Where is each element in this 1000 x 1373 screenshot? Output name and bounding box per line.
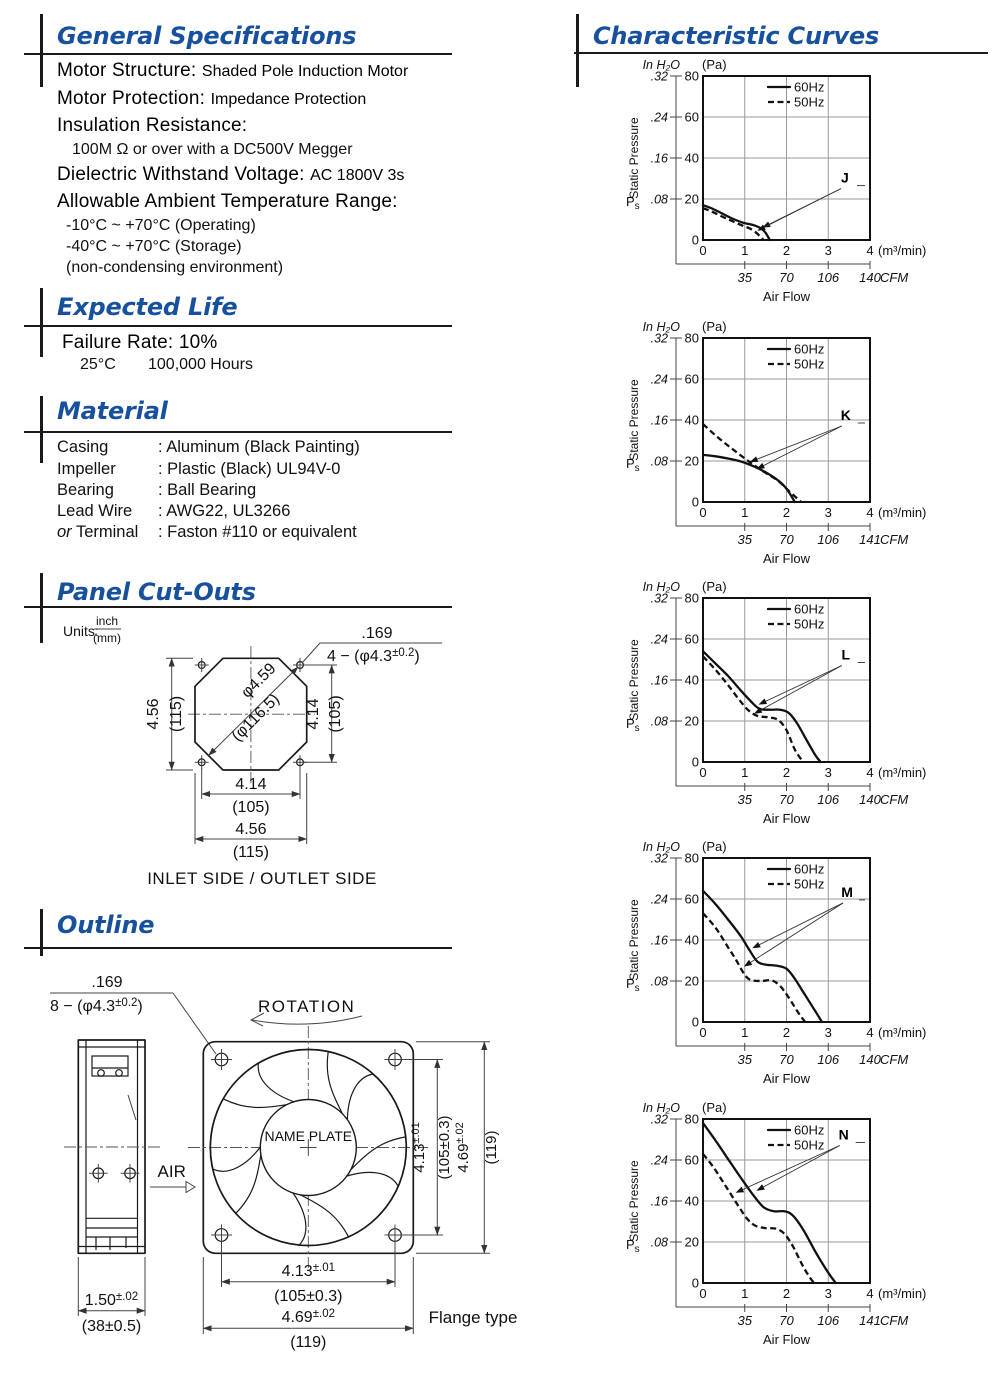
svg-text:0: 0 [691,1275,699,1291]
svg-text:.16: .16 [650,933,668,948]
frame-h: $4.69^{\pm.02}$ [281,1308,336,1326]
rotation-label: ROTATION [258,997,356,1016]
outline-callout-size: .169 [91,974,123,991]
material-label: Casing [57,438,109,456]
svg-text:1: 1 [741,1025,749,1040]
frame-v: $4.69^{\pm.02}$ [454,1122,472,1173]
svg-text:40: 40 [684,412,699,428]
svg-text:80: 80 [684,590,699,606]
svg-text:3: 3 [824,1286,832,1301]
svg-text:.32: .32 [650,331,668,346]
legend-60hz: 60Hz [794,79,825,95]
svg-text:140: 140 [859,1052,881,1067]
holes-h-mm: (105) [232,799,270,816]
material-value: : Plastic (Black) UL94V-0 [158,460,341,478]
svg-text:20: 20 [684,1234,699,1250]
ambient-storage: -40°C ~ +70°C (Storage) [66,238,242,255]
section-bar-panel-cutouts [40,573,43,643]
svg-text:140: 140 [859,792,881,807]
legend-60hz: 60Hz [794,341,825,357]
material-label: Lead Wire [57,502,133,520]
front-view [188,1026,428,1268]
y-unit-pa: (Pa) [702,319,727,334]
cfm-unit: CFM [880,1052,909,1067]
chart-L [618,580,958,842]
svg-text:.16: .16 [650,151,668,166]
svg-text:4: 4 [866,1286,874,1301]
rule-curves [574,52,988,54]
svg-text:141: 141 [859,532,881,547]
svg-text:60: 60 [684,891,699,907]
section-bar-material [40,396,43,463]
failure-rate: Failure Rate: 10% [62,332,218,353]
svg-text:20: 20 [684,713,699,729]
svg-text:60: 60 [684,109,699,125]
hole-span-h-mm: (105±0.3) [274,1288,343,1305]
svg-text:106: 106 [817,1313,840,1328]
x-axis-label: Air Flow [763,811,810,826]
holes-v-mm: (105) [327,695,344,733]
svg-text:3: 3 [824,765,832,780]
svg-text:1: 1 [741,505,749,520]
chart-J-svg [618,58,958,320]
chart-K [618,320,958,582]
y-axis-label: Static Pressure [627,639,641,721]
svg-text:70: 70 [779,270,794,285]
rule-outline [24,947,452,949]
expected-life-title: Expected Life [57,293,238,321]
curve-label-K: K [840,407,851,423]
svg-text:1: 1 [741,243,749,258]
svg-text:35: 35 [737,270,752,285]
curve-50Hz [703,656,803,762]
svg-text:141: 141 [859,1313,881,1328]
svg-text:.16: .16 [650,673,668,688]
height-inch: 4.56 [145,698,162,730]
insulation-value: 100M Ω or over with a DC500V Megger [72,141,353,158]
life-temperature: 25°C [80,356,116,373]
svg-text:2: 2 [782,505,791,520]
frame-h-mm: (119) [290,1334,327,1351]
motor-structure-row [57,60,408,82]
y-unit-pa: (Pa) [702,1100,727,1115]
diameter-mm: (φ116.5) [228,690,284,746]
svg-text:106: 106 [817,792,840,807]
name-plate: NAME PLATE [264,1128,353,1144]
legend-50hz: 50Hz [794,1137,825,1153]
section-bar-expected-life [40,288,43,357]
svg-text:0: 0 [699,1286,707,1301]
svg-text:4: 4 [866,1025,874,1040]
rule-expected-life [24,325,452,327]
material-label-text: Terminal [75,523,139,541]
x-axis-label: Air Flow [763,1071,810,1086]
y-axis-label: Static Pressure [627,379,641,461]
svg-text:.24: .24 [650,892,668,907]
svg-text:.32: .32 [650,1112,668,1127]
svg-text:0: 0 [691,1014,699,1030]
terminal [98,1070,105,1077]
hole-span-v: $4.13^{\pm.01}$ [410,1122,428,1173]
svg-text:0: 0 [699,505,707,520]
outline-callout-leader [173,993,216,1054]
svg-text:1: 1 [741,1286,749,1301]
svg-text:70: 70 [779,532,794,547]
outline-callout-spec: $8 - (\varphi 4.3^{\pm 0.2})$ [50,997,143,1015]
chart-J [618,58,958,320]
curve-label-N: N [838,1126,849,1143]
general-specifications-title: General Specifications [57,22,357,50]
x-unit: (m³/min) [878,243,927,258]
chart-L-svg [618,580,958,842]
air-label: AIR [157,1162,186,1181]
svg-text:.24: .24 [650,110,668,125]
svg-text:0: 0 [699,1025,707,1040]
svg-text:.16: .16 [650,413,668,428]
svg-text:2: 2 [782,1286,791,1301]
ps-label: $P_s$ [626,1237,640,1255]
curve-label-L: L [841,646,851,663]
y-unit-pa: (Pa) [702,579,727,594]
width-inch: 4.56 [235,821,267,838]
svg-text:.16: .16 [650,1194,668,1209]
diameter-inch: φ4.59 [238,660,280,702]
svg-text:80: 80 [684,1111,699,1127]
units-mm: (mm) [93,631,121,645]
svg-text:.08: .08 [650,714,668,729]
svg-text:.32: .32 [650,591,668,606]
ps-label: $P_s$ [626,456,640,474]
svg-text:3: 3 [824,505,832,520]
y-unit-inh2o: In H₂O [642,1101,680,1115]
curve-60Hz [703,891,822,1022]
svg-text:.24: .24 [650,372,668,387]
legend-50hz: 50Hz [794,94,825,110]
svg-text:1: 1 [741,765,749,780]
svg-text:3: 3 [824,1025,832,1040]
x-unit: (m³/min) [878,1286,927,1301]
svg-text:20: 20 [684,453,699,469]
rule-material [24,431,452,433]
y-axis-label: Static Pressure [627,899,641,981]
side-view [64,1040,161,1253]
y-axis-label: Static Pressure [627,117,641,199]
svg-text:70: 70 [779,792,794,807]
material-row-leadwire [57,502,290,521]
y-unit-pa: (Pa) [702,839,727,854]
legend-50hz: 50Hz [794,616,825,632]
motor-protection-row [57,88,366,110]
material-row-casing [57,438,360,457]
material-value: : Faston #110 or equivalent [158,523,357,541]
svg-text:4: 4 [866,505,874,520]
svg-text:106: 106 [817,1052,840,1067]
svg-text:40: 40 [684,672,699,688]
svg-text:140: 140 [859,270,881,285]
y-unit-inh2o: In H₂O [642,580,680,594]
motor-structure-value: Shaded Pole Induction Motor [201,63,409,80]
section-bar-general [40,14,43,87]
svg-text:80: 80 [684,68,699,84]
svg-text:20: 20 [684,973,699,989]
ambient-operating: -10°C ~ +70°C (Operating) [66,217,256,234]
y-unit-pa: (Pa) [702,57,727,72]
hole-span-v-mm: (105±0.3) [436,1115,453,1180]
svg-text:106: 106 [817,270,840,285]
height-mm: (115) [168,695,185,733]
x-axis-label: Air Flow [763,551,810,566]
svg-text:35: 35 [737,1052,752,1067]
ps-label: $P_s$ [626,716,640,734]
svg-text:.24: .24 [650,1153,668,1168]
svg-text:35: 35 [737,792,752,807]
material-label-prefix: or [57,523,72,541]
frame-v-mm: (119) [483,1130,500,1165]
outline-title: Outline [57,911,155,939]
rule-panel-cutouts [24,606,452,608]
svg-text:106: 106 [817,532,840,547]
depth-inch: $1.50^{\pm.02}$ [84,1291,139,1309]
terminal [116,1070,123,1077]
svg-text:0: 0 [691,232,699,248]
motor-protection-label: Motor Protection: [57,88,206,109]
legend-50hz: 50Hz [794,876,825,892]
material-row-impeller [57,460,340,479]
svg-text:.24: .24 [650,632,668,647]
dielectric-row [57,164,404,186]
ps-label: $P_s$ [626,976,640,994]
material-label: Bearing [57,481,114,499]
life-hours: 100,000 Hours [148,356,253,373]
callout-size: .169 [361,625,393,642]
ambient-label: Allowable Ambient Temperature Range: [57,191,398,212]
x-unit: (m³/min) [878,765,927,780]
units-label: Units: [63,623,99,639]
legend-60hz: 60Hz [794,601,825,617]
svg-text:80: 80 [684,330,699,346]
svg-text:.08: .08 [650,1235,668,1250]
holes-v-inch: 4.14 [305,698,322,730]
svg-text:60: 60 [684,371,699,387]
chart-M [618,840,958,1102]
rule-general [24,53,452,55]
holes-h-inch: 4.14 [235,776,267,793]
panel-cutouts-drawing [50,612,470,897]
svg-text:.08: .08 [650,192,668,207]
svg-text:0: 0 [699,765,707,780]
y-unit-inh2o: In H₂O [642,58,680,72]
cfm-unit: CFM [880,1313,909,1328]
x-unit: (m³/min) [878,1025,927,1040]
material-row-terminal [57,523,357,542]
width-mm: (115) [232,844,269,861]
material-label [57,523,158,542]
svg-text:40: 40 [684,932,699,948]
chart-K-svg [618,320,958,582]
material-row-bearing [57,481,256,500]
svg-text:70: 70 [779,1313,794,1328]
svg-text:.08: .08 [650,454,668,469]
x-unit: (m³/min) [878,505,927,520]
svg-text:35: 35 [737,1313,752,1328]
callout-leader [302,643,320,663]
svg-text:3: 3 [824,243,832,258]
material-value: : AWG22, UL3266 [158,502,291,520]
cfm-unit: CFM [880,792,909,807]
svg-text:.32: .32 [650,851,668,866]
svg-text:4: 4 [866,243,874,258]
svg-text:4: 4 [866,765,874,780]
material-title: Material [57,397,168,425]
units-inch: inch [95,614,119,628]
svg-text:0: 0 [691,494,699,510]
cfm-unit: CFM [880,532,909,547]
curve-label-J: J [841,169,849,186]
y-unit-inh2o: In H₂O [642,840,680,854]
svg-text:40: 40 [684,150,699,166]
outline-drawing [40,960,520,1362]
svg-text:.08: .08 [650,974,668,989]
rotation-arrow-arc [252,1016,362,1024]
motor-structure-label: Motor Structure: [57,60,197,81]
material-value: : Ball Bearing [158,481,257,499]
ps-label: $P_s$ [626,194,640,212]
curve-label-M: M [841,883,853,900]
svg-text:40: 40 [684,1193,699,1209]
chart-N [618,1101,958,1363]
cfm-unit: CFM [880,270,909,285]
dielectric-value: AC 1800V 3s [310,167,405,184]
curve-50Hz [703,208,764,240]
motor-protection-value: Impedance Protection [210,91,367,108]
characteristic-curves-title: Characteristic Curves [593,22,880,50]
svg-text:20: 20 [684,191,699,207]
chart-M-svg [618,840,958,1102]
section-bar-curves [576,14,579,87]
y-axis-label: Static Pressure [627,1160,641,1242]
svg-text:35: 35 [737,532,752,547]
svg-text:2: 2 [782,1025,791,1040]
curve-60Hz [703,651,821,762]
svg-text:80: 80 [684,850,699,866]
svg-text:60: 60 [684,1152,699,1168]
hole-span-h: $4.13^{\pm.01}$ [281,1262,336,1280]
svg-text:60: 60 [684,631,699,647]
svg-text:2: 2 [782,243,791,258]
legend-60hz: 60Hz [794,861,825,877]
air-arrowhead [186,1182,195,1193]
svg-text:70: 70 [779,1052,794,1067]
curve-50Hz [703,1154,815,1283]
insulation-label: Insulation Resistance: [57,115,248,136]
depth-mm: (38±0.5) [81,1318,142,1335]
legend-50hz: 50Hz [794,356,825,372]
svg-text:0: 0 [699,243,707,258]
ambient-note: (non-condensing environment) [66,259,284,276]
y-unit-inh2o: In H₂O [642,320,680,334]
dielectric-label: Dielectric Withstand Voltage: [57,164,305,185]
x-axis-label: Air Flow [763,289,810,304]
inlet-outlet-caption: INLET SIDE / OUTLET SIDE [147,869,377,888]
material-label: Impeller [57,460,116,478]
panel-cutouts-title: Panel Cut-Outs [57,578,256,606]
x-axis-label: Air Flow [763,1332,810,1347]
chart-N-svg [618,1101,958,1363]
svg-text:0: 0 [691,754,699,770]
svg-text:.32: .32 [650,69,668,84]
flange-type-label: Flange type [428,1308,518,1327]
legend-60hz: 60Hz [794,1122,825,1138]
svg-text:2: 2 [782,765,791,780]
callout-spec: $4 - (\varphi 4.3^{\pm 0.2})$ [327,647,420,665]
material-value: : Aluminum (Black Painting) [158,438,360,456]
